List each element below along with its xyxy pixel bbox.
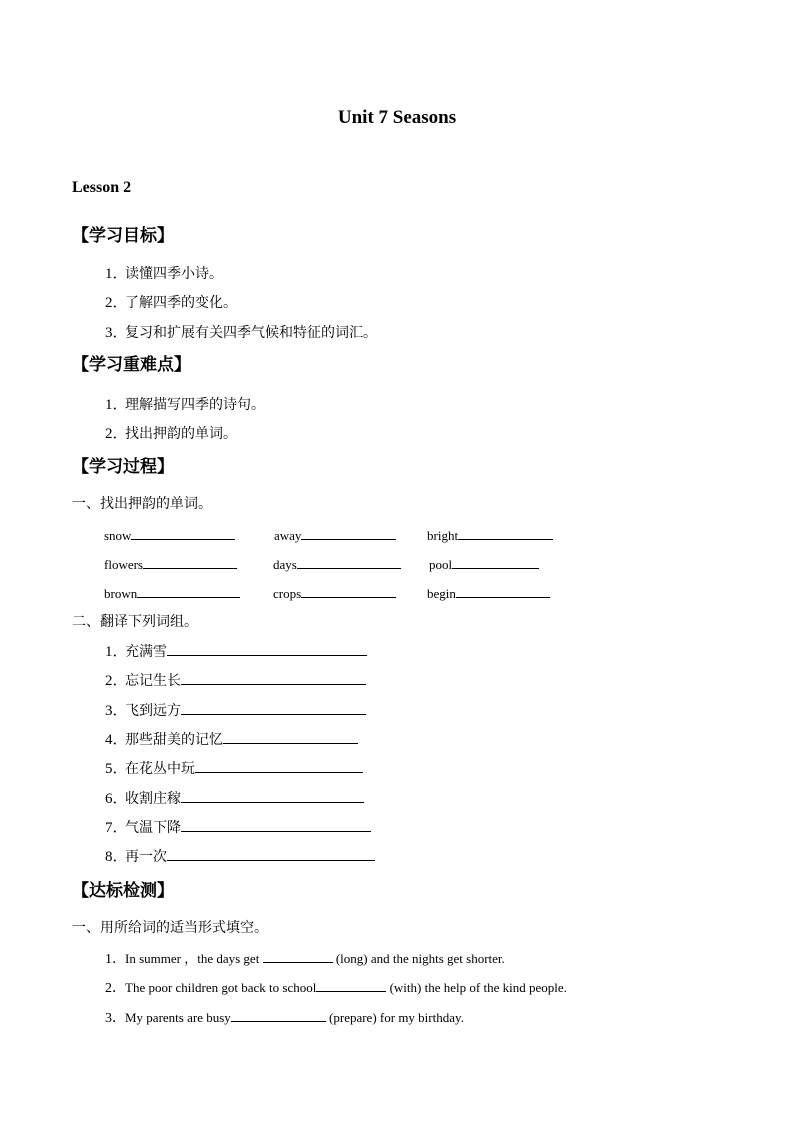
phrase-item — [105, 640, 367, 661]
answer-blank[interactable] — [195, 759, 363, 773]
answer-blank[interactable] — [458, 526, 553, 540]
page-title: Unit 7 Seasons — [337, 107, 457, 128]
item-number: 3． — [105, 325, 128, 341]
answer-blank[interactable] — [231, 1008, 326, 1022]
goal-text: 复习和扩展有关四季气候和特征的词汇。 — [125, 325, 377, 341]
rhyme-word-entry — [104, 584, 240, 602]
list-item — [105, 393, 265, 414]
list-item — [105, 422, 237, 443]
answer-blank[interactable] — [263, 949, 333, 963]
rhyme-word-entry — [273, 584, 396, 602]
rhyme-word-entry — [427, 526, 553, 544]
rhyme-word: brown — [104, 586, 138, 601]
answer-blank[interactable] — [456, 584, 550, 598]
phrase-text: 充满雪 — [125, 644, 167, 660]
key-point-text: 理解描写四季的诗句。 — [125, 397, 265, 413]
sentence-start: My parents are busy — [125, 1010, 231, 1025]
exercise-sentence — [105, 977, 567, 997]
rhyme-word: crops — [273, 586, 302, 601]
item-number: 1． — [105, 397, 128, 413]
rhyme-word-entry — [274, 526, 396, 544]
sentence-start: The poor children got back to school — [125, 980, 317, 995]
answer-blank[interactable] — [223, 730, 358, 744]
rhyme-word-entry — [273, 555, 401, 573]
rhyme-word: bright — [427, 528, 459, 543]
phrase-text: 在花丛中玩 — [125, 761, 195, 777]
answer-blank[interactable] — [167, 642, 367, 656]
phrase-item — [105, 728, 358, 749]
rhyme-word-entry — [104, 555, 237, 573]
rhyme-word: flowers — [104, 557, 143, 572]
answer-blank[interactable] — [452, 555, 539, 569]
answer-blank[interactable] — [181, 701, 366, 715]
process-heading: 【学习过程】 — [72, 457, 174, 477]
phrase-item — [105, 845, 375, 866]
phrase-text: 收割庄稼 — [125, 791, 181, 807]
sentence-end: (with) the help of the kind people. — [386, 980, 567, 995]
exercise-sentence — [105, 1007, 464, 1027]
item-number: 1． — [105, 952, 126, 967]
rhyme-word: pool — [429, 557, 453, 572]
phrase-text: 那些甜美的记忆 — [125, 732, 223, 748]
phrase-text: 气温下降 — [125, 820, 181, 836]
fill-task-title: 一、用所给词的适当形式填空。 — [72, 920, 268, 936]
phrase-item — [105, 699, 366, 720]
answer-blank[interactable] — [301, 526, 396, 540]
answer-blank[interactable] — [301, 584, 396, 598]
answer-blank[interactable] — [143, 555, 237, 569]
item-number: 6． — [105, 791, 128, 807]
answer-blank[interactable] — [181, 671, 366, 685]
list-item — [105, 321, 377, 342]
item-number: 7． — [105, 820, 128, 836]
rhyme-word-entry — [104, 526, 235, 544]
rhyme-word: begin — [427, 586, 456, 601]
answer-blank[interactable] — [181, 789, 364, 803]
phrase-item — [105, 757, 363, 778]
rhyme-word-entry — [427, 584, 550, 602]
exercise-sentence — [105, 948, 505, 968]
sentence-start: In summer ，the days get — [125, 951, 263, 966]
item-number: 2． — [105, 295, 128, 311]
phrase-text: 再一次 — [125, 849, 167, 865]
item-number: 2． — [105, 981, 126, 996]
answer-blank[interactable] — [167, 847, 375, 861]
item-number: 4． — [105, 732, 128, 748]
item-number: 8． — [105, 849, 128, 865]
list-item — [105, 291, 237, 312]
lesson-label: Lesson 2 — [72, 179, 132, 196]
check-heading: 【达标检测】 — [72, 881, 174, 901]
rhyme-word: snow — [104, 528, 132, 543]
phrase-item — [105, 787, 364, 808]
item-number: 3． — [105, 1011, 126, 1026]
translate-task-title: 二、翻译下列词组。 — [72, 614, 198, 630]
goals-heading: 【学习目标】 — [72, 226, 174, 246]
rhyme-task-title: 一、找出押韵的单词。 — [72, 496, 212, 512]
rhyme-word: away — [274, 528, 302, 543]
rhyme-word-entry — [429, 555, 539, 573]
phrase-item — [105, 816, 371, 837]
list-item — [105, 262, 223, 283]
answer-blank[interactable] — [131, 526, 235, 540]
answer-blank[interactable] — [297, 555, 401, 569]
item-number: 1． — [105, 266, 128, 282]
item-number: 2． — [105, 426, 128, 442]
goal-text: 了解四季的变化。 — [125, 295, 237, 311]
phrase-text: 飞到远方 — [125, 703, 181, 719]
answer-blank[interactable] — [181, 818, 371, 832]
item-number: 2． — [105, 673, 128, 689]
answer-blank[interactable] — [316, 978, 386, 992]
phrase-text: 忘记生长 — [125, 673, 181, 689]
phrase-item — [105, 669, 366, 690]
item-number: 3． — [105, 703, 128, 719]
item-number: 1． — [105, 644, 128, 660]
sentence-end: (long) and the nights get shorter. — [332, 951, 505, 966]
answer-blank[interactable] — [137, 584, 240, 598]
key-points-heading: 【学习重难点】 — [72, 355, 191, 375]
sentence-end: (prepare) for my birthday. — [325, 1010, 464, 1025]
key-point-text: 找出押韵的单词。 — [125, 426, 237, 442]
rhyme-word: days — [273, 557, 297, 572]
item-number: 5． — [105, 761, 128, 777]
goal-text: 读懂四季小诗。 — [125, 266, 223, 282]
